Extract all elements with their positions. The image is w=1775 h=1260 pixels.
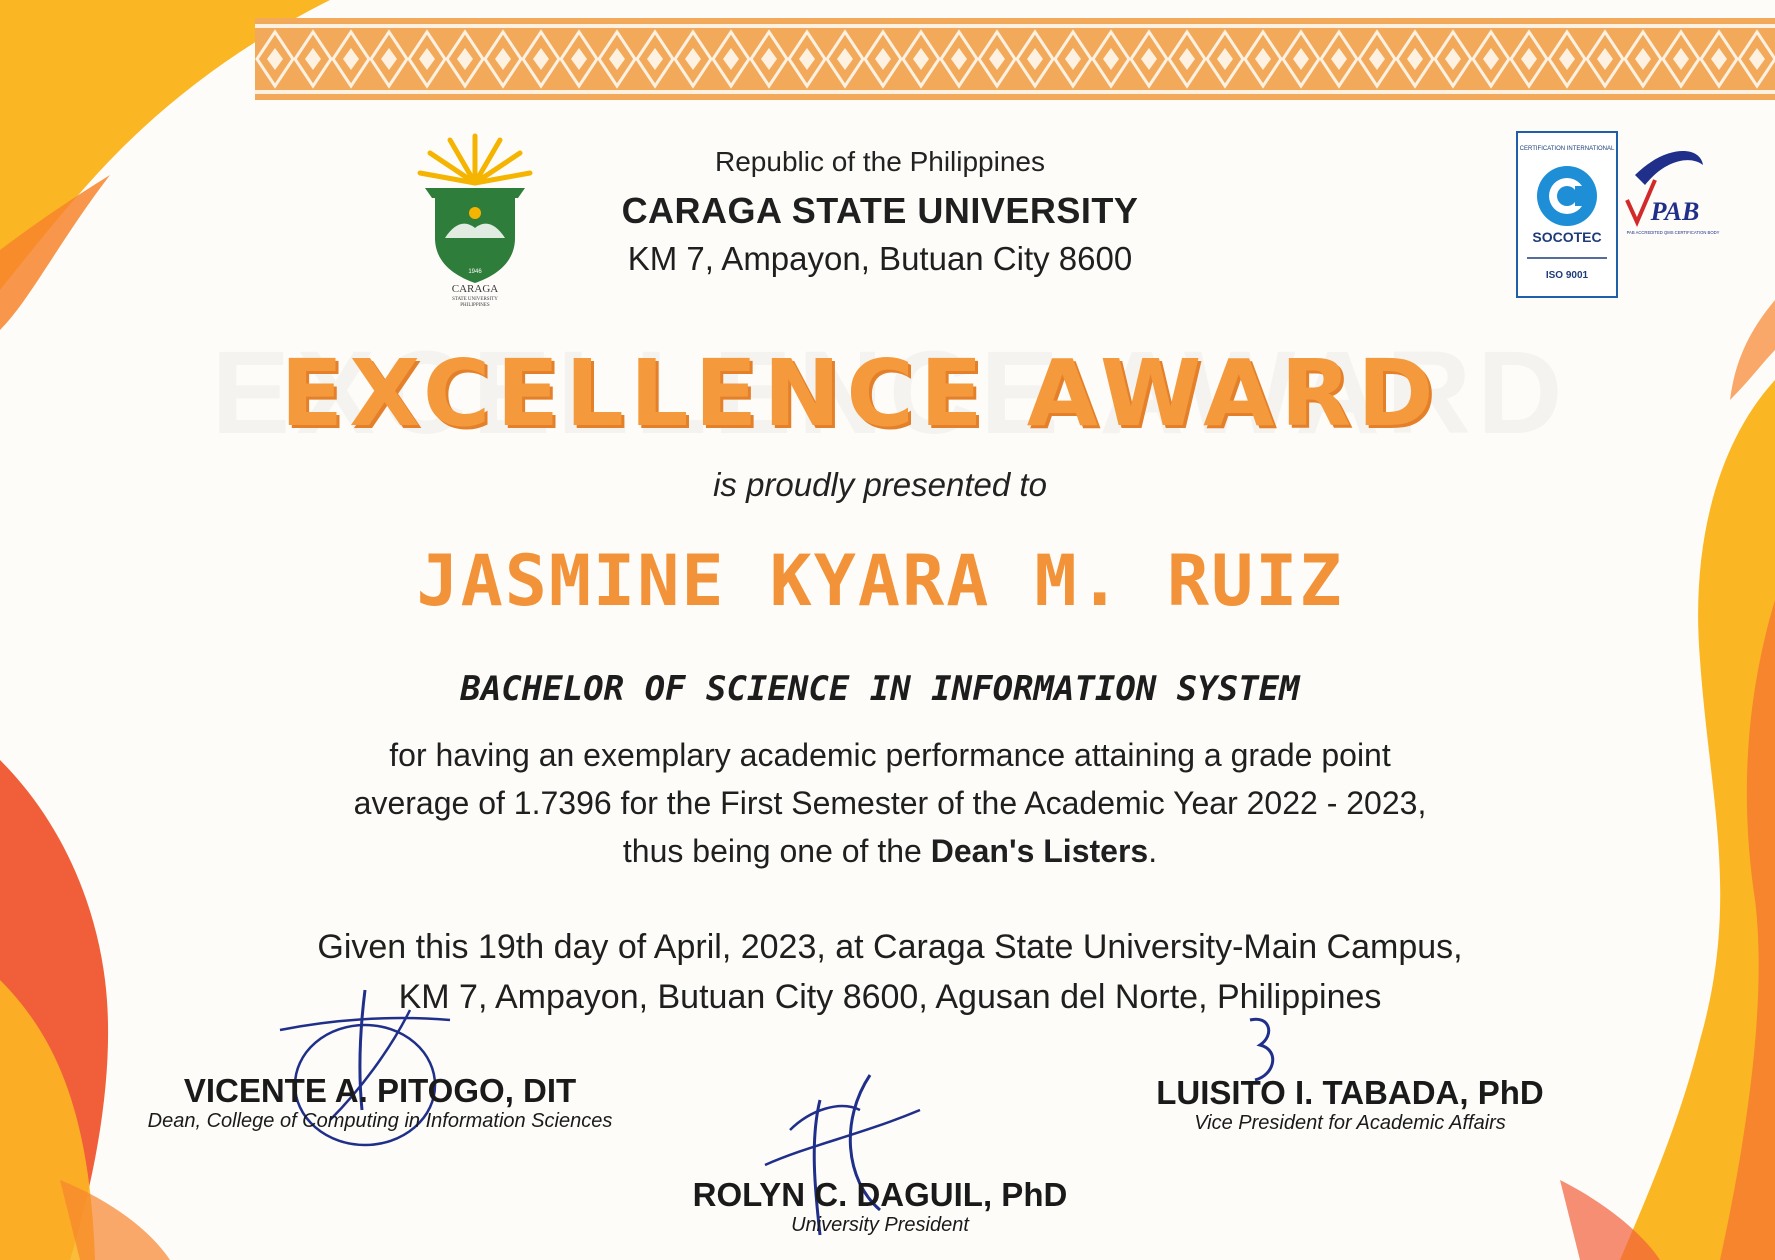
signatory-title: University President <box>791 1214 969 1236</box>
citation-text <box>200 731 1580 875</box>
svg-text:PAB: PAB <box>1650 197 1700 226</box>
recipient-name: JASMINE KYARA M. RUIZ <box>416 540 1344 622</box>
svg-text:PAB ACCREDITED QMS CERTIFICATI: PAB ACCREDITED QMS CERTIFICATION BODY <box>1626 230 1720 235</box>
signatory-dean <box>120 1072 640 1133</box>
signatory-name: VICENTE A. PITOGO, DIT <box>183 1072 577 1109</box>
svg-text:SOCOTEC: SOCOTEC <box>1532 229 1602 245</box>
signatory-vp-academic <box>1110 1074 1590 1135</box>
signatory-name: ROLYN C. DAGUIL, PhD <box>692 1176 1068 1213</box>
svg-text:PHILIPPINES: PHILIPPINES <box>460 303 490 308</box>
citation-line-1: for having an exemplary academic performance attaining a grade point <box>389 737 1391 773</box>
signatory-president <box>640 1176 1120 1237</box>
deans-listers-label: Dean's Listers <box>930 833 1149 869</box>
citation-line-2: average of 1.7396 for the First Semester of the Academic Year 2022 - 2023, <box>353 785 1427 821</box>
caraga-university-seal <box>410 128 540 308</box>
signatory-title: Dean, College of Computing in Information Sciences <box>147 1110 613 1132</box>
header-university: CARAGA STATE UNIVERSITY <box>621 190 1139 231</box>
swirl-right-top <box>1730 300 1775 400</box>
degree-program: BACHELOR OF SCIENCE IN INFORMATION SYSTEM <box>460 669 1300 709</box>
award-title: EXCELLENCE AWARD <box>280 340 1440 447</box>
svg-text:STATE UNIVERSITY: STATE UNIVERSITY <box>452 297 498 302</box>
svg-text:CERTIFICATION INTERNATIONAL: CERTIFICATION INTERNATIONAL <box>1519 146 1615 152</box>
svg-text:CARAGA: CARAGA <box>451 283 499 295</box>
socotec-iso-logo <box>1517 132 1617 297</box>
svg-text:1946: 1946 <box>468 269 482 275</box>
signatory-name: LUISITO I. TABADA, PhD <box>1156 1074 1544 1111</box>
signatory-title: Vice President for Academic Affairs <box>1194 1112 1506 1134</box>
presented-line: is proudly presented to <box>713 466 1047 503</box>
svg-text:ISO 9001: ISO 9001 <box>1545 270 1589 281</box>
header-address: KM 7, Ampayon, Butuan City 8600 <box>627 240 1133 277</box>
given-line-2: KM 7, Ampayon, Butuan City 8600, Agusan del Norte, Philippines <box>398 978 1382 1016</box>
citation-line-3: thus being one of the Dean's Listers. <box>622 833 1158 869</box>
ethnic-border-strip <box>255 18 1775 100</box>
certification-logos <box>1515 130 1720 305</box>
header-country: Republic of the Philippines <box>715 146 1045 177</box>
given-line-1: Given this 19th day of April, 2023, at Caraga State University-Main Campus, <box>317 928 1463 966</box>
